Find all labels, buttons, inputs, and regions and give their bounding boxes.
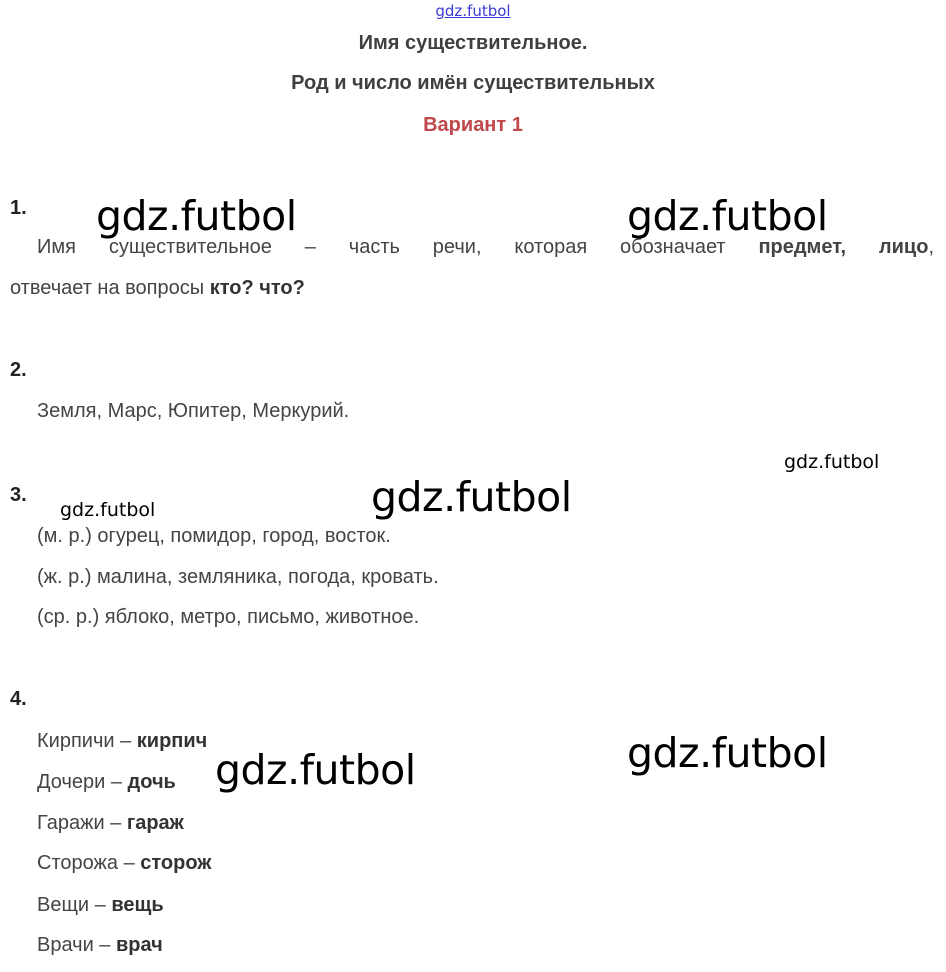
task-1-line-2-bold: кто? что? (209, 277, 305, 299)
task-4-plural: Кирпичи – (37, 730, 137, 752)
variant-label: Вариант 1 (423, 114, 523, 136)
task-4-singular: дочь (127, 771, 176, 793)
page-title: Имя существительное. (358, 32, 588, 54)
task-3-line-masculine: (м. р.) огурец, помидор, город, восток. (37, 525, 391, 547)
task-4-plural: Врачи – (37, 934, 116, 956)
watermark: gdz.futbol (627, 192, 828, 240)
watermark: gdz.futbol (60, 499, 156, 521)
watermark: gdz.futbol (96, 192, 297, 240)
task-3-line-neuter: (ср. р.) яблоко, метро, письмо, животное. (37, 606, 420, 628)
task-4-singular: вещь (111, 894, 164, 916)
task-4-plural: Вещи – (37, 894, 112, 916)
task-3-line-feminine: (ж. р.) малина, земляника, погода, кровать. (37, 566, 439, 588)
task-1-line-1-text: Имя существительное – часть речи, которая обозначает (37, 236, 759, 258)
task-4-plural: Дочери – (37, 771, 128, 793)
task-4-pair (37, 934, 163, 957)
task-4-pair (37, 812, 184, 835)
task-1-number: 1. (10, 197, 27, 219)
task-4-singular: сторож (140, 852, 212, 874)
task-4-singular: врач (115, 934, 163, 956)
header-site-link[interactable]: gdz.futbol (435, 2, 511, 20)
task-4-pair (37, 894, 164, 917)
watermark: gdz.futbol (784, 451, 880, 473)
task-1-line-2-text: отвечает на вопросы (10, 277, 210, 299)
task-2-number: 2. (10, 359, 27, 381)
task-4-singular: кирпич (136, 730, 208, 752)
task-4-number: 4. (10, 688, 27, 710)
task-3-number: 3. (10, 484, 27, 506)
watermark: gdz.futbol (371, 473, 572, 521)
task-2-text: Земля, Марс, Юпитер, Меркурий. (37, 400, 350, 422)
page-subtitle: Род и число имён существительных (291, 72, 655, 94)
watermark: gdz.futbol (215, 746, 416, 794)
task-4-singular: гараж (126, 812, 184, 834)
watermark: gdz.futbol (627, 729, 828, 777)
task-1-line-1-comma: , (928, 236, 934, 258)
task-4-pair (37, 771, 176, 794)
task-1-line-2 (10, 277, 305, 300)
task-1-line-1-bold: предмет, лицо (758, 236, 929, 258)
task-4-plural: Гаражи – (37, 812, 127, 834)
task-4-plural: Сторожа – (37, 852, 141, 874)
task-4-pair (37, 852, 212, 875)
task-4-pair (37, 730, 207, 753)
